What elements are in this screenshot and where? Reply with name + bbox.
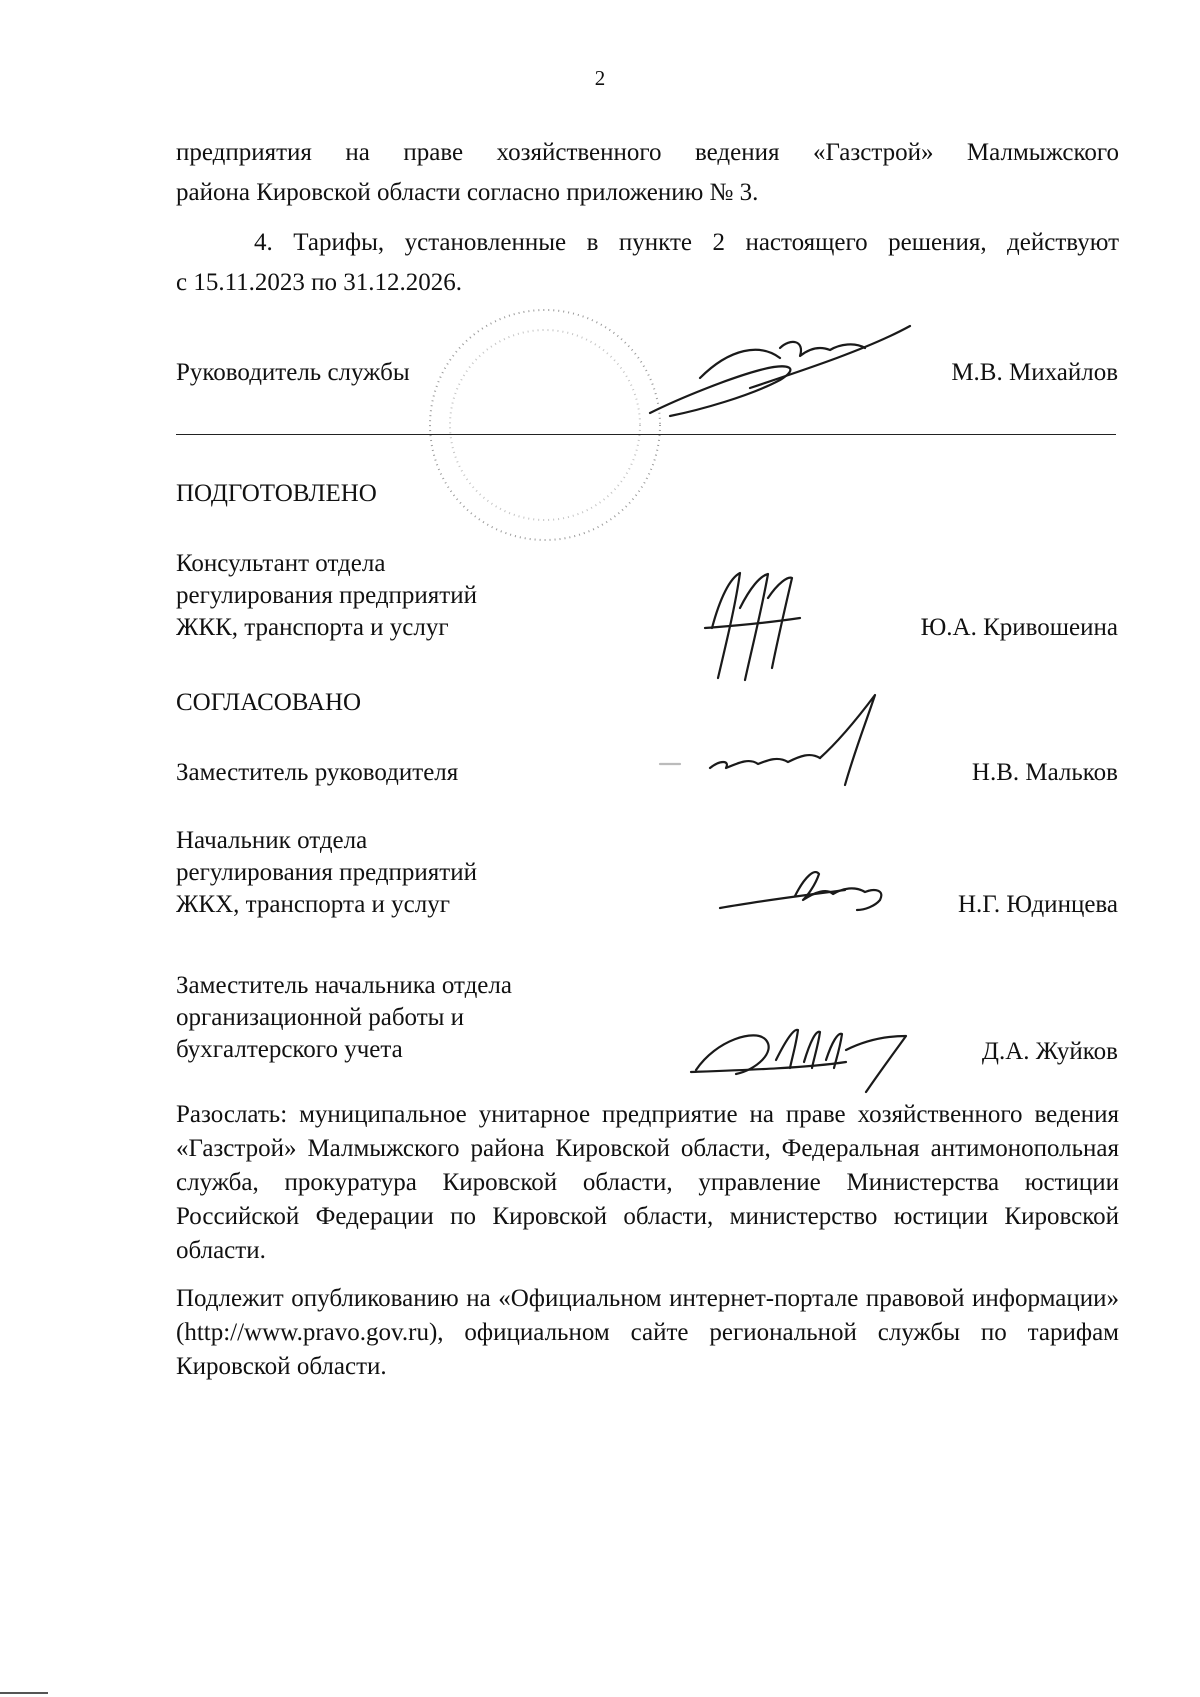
intro-line-2: района Кировской области согласно приложению № 3.: [176, 179, 759, 206]
prepared-heading: ПОДГОТОВЛЕНО: [176, 480, 377, 507]
prepared-signature: [700, 568, 810, 688]
signer-3-signature: [686, 1010, 926, 1100]
intro-paragraph: [176, 133, 1119, 213]
head-name: М.В. Михайлов: [951, 359, 1118, 386]
tariff-line-2: с 15.11.2023 по 31.12.2026.: [176, 269, 463, 296]
signer-2-title: Начальник отдела регулирования предприятий ЖКХ, транспорта и услуг: [176, 827, 477, 918]
page-number: 2: [594, 66, 606, 90]
distribution-paragraph: Разослать: муниципальное унитарное предприятие на праве хозяйственного ведения «Газстрой» Малмыжского района Кировской области, Федеральная антимонопольная служба, прокуратура Кировской области, управление Министерства юстиции Российской Федерации по Кировской области, министерство юстиции Кировской области.: [176, 1101, 1119, 1264]
signer-1-name: Н.В. Мальков: [971, 759, 1118, 786]
divider-line: [176, 434, 1116, 435]
signer-1-signature: [650, 690, 920, 790]
publication-paragraph: Подлежит опубликованию на «Официальном интернет-портале правовой информации» (http://www.pravo.gov.ru), официальном сайте региональной службы по тарифам Кировской области.: [176, 1285, 1119, 1380]
signer-2-name: Н.Г. Юдинцева: [957, 891, 1118, 918]
tariff-validity-paragraph: [176, 223, 1119, 303]
signer-1-title: Заместитель руководителя: [176, 759, 459, 786]
signer-3-name: Д.А. Жуйков: [981, 1038, 1118, 1065]
agreed-heading: СОГЛАСОВАНО: [176, 689, 362, 716]
signer-2-signature: [715, 866, 895, 916]
head-title: Руководитель службы: [176, 359, 410, 386]
signer-3-title: Заместитель начальника отдела организационной работы и бухгалтерского учета: [176, 972, 512, 1063]
prepared-name: Ю.А. Кривошеина: [920, 614, 1118, 641]
page-edge-mark: [0, 1692, 48, 1694]
prepared-title: Консультант отдела регулирования предприятий ЖКК, транспорта и услуг: [176, 550, 477, 641]
official-stamp: [420, 300, 670, 550]
tariff-line-1: 4. Тарифы, установленные в пункте 2 настоящего решения, действуют: [254, 229, 1119, 256]
intro-line-1: предприятия на праве хозяйственного ведения «Газстрой» Малмыжского: [176, 139, 1119, 166]
head-signature: [640, 318, 930, 428]
